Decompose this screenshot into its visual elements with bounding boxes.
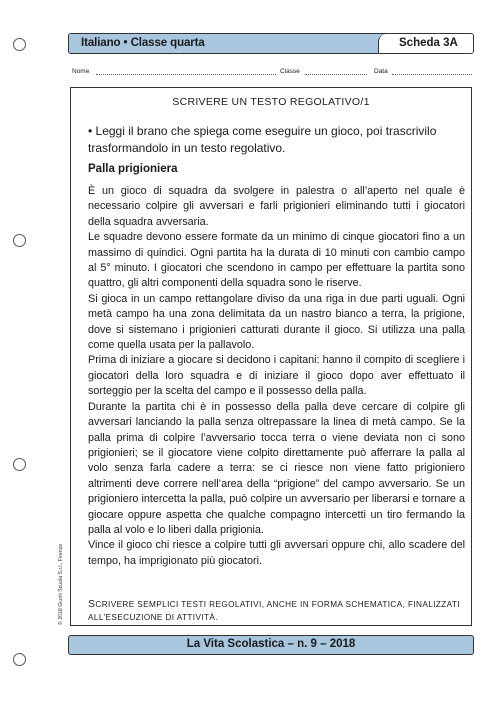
binder-hole bbox=[13, 653, 26, 666]
page-header bbox=[68, 33, 474, 54]
class-label: Classe bbox=[280, 68, 300, 75]
name-label: Nome bbox=[72, 68, 90, 75]
learning-objective: SCRIVERE SEMPLICI TESTI REGOLATIVI, ANCHE IN FORMA SCHEMATICA, FINALIZZATI ALL’ESECUZIONE DI ATTIVITÀ. bbox=[88, 598, 460, 622]
copyright-notice: © 2018 Giunti Scuola S.r.l., Firenze bbox=[58, 543, 64, 625]
paragraph: È un gioco di squadra da svolgere in palestra o all’aperto nel quale è necessario colpire gli avversari e farli prigionieri eliminando tutti i giocatori della squadra avversaria. bbox=[88, 185, 465, 228]
name-field[interactable] bbox=[96, 74, 276, 75]
binder-hole bbox=[13, 458, 26, 471]
subject-label: Italiano • Classe quarta bbox=[69, 34, 391, 53]
binder-hole bbox=[13, 38, 26, 51]
worksheet-title: SCRIVERE UN TESTO REGOLATIVO/1 bbox=[172, 96, 370, 108]
date-label: Data bbox=[374, 68, 388, 75]
student-info-line bbox=[72, 67, 472, 77]
sheet-label: Scheda 3A bbox=[378, 34, 473, 53]
page-footer: La Vita Scolastica – n. 9 – 2018 bbox=[68, 635, 474, 655]
paragraph: Durante la partita chi è in possesso della palla deve cercare di colpire gli avversari lanciando la palla senza oltrepassare la linea di metà campo. Se la palla prima di colpire l’avversario tocca terra o viene deviata non ci sono prigionieri; se il giocatore viene colpito direttamente può afferrare la palla al volo senza farla cadere a terra: se ci riesce non viene fatto prigioniero altrimenti deve correre nell’area della “prigione” del campo avversario. Se un prigioniero intercetta la palla, può colpire un avversario per liberarsi e tornare a giocare oppure aspetta che qualche compagno intercetti un tiro fermando la palla al volo e lo liberi dalla prigionia. bbox=[88, 400, 465, 536]
game-description bbox=[88, 184, 465, 569]
game-title: Palla prigioniera bbox=[88, 163, 178, 175]
paragraph: Si gioca in un campo rettangolare diviso da una riga in due parti uguali. Ogni metà campo ha una zona delimitata da un nastro bianco a terra, la prigione, dove si sistemano i prigionieri catturati durante il gioco. Si utilizza una palla come quella usata per la pallavolo. bbox=[88, 292, 465, 352]
class-field[interactable] bbox=[305, 74, 367, 75]
instruction-text: • Leggi il brano che spiega come eseguire un gioco, poi trascrivilo trasformandolo in un testo regolativo. bbox=[88, 124, 437, 155]
date-field[interactable] bbox=[392, 74, 472, 75]
paragraph: Vince il gioco chi riesce a colpire tutti gli avversari oppure chi, allo scadere del tempo, ha imprigionato più giocatori. bbox=[88, 539, 465, 567]
binder-hole bbox=[13, 234, 26, 247]
paragraph: Prima di iniziare a giocare si decidono i capitani: hanno il compito di scegliere i giocatori della loro squadra e di iniziare il gioco dopo aver effettuato il sorteggio per la scelta del campo e il possesso della palla. bbox=[88, 354, 465, 398]
paragraph: Le squadre devono essere formate da un minimo di cinque giocatori fino a un massimo di quindici. Ogni partita ha la durata di 10 minuti con cambio campo al 5° minuto. I giocatori che scendono in campo per effettuare la partita sono quattro, gli altri componenti della squadra sono le riserve. bbox=[88, 231, 465, 290]
